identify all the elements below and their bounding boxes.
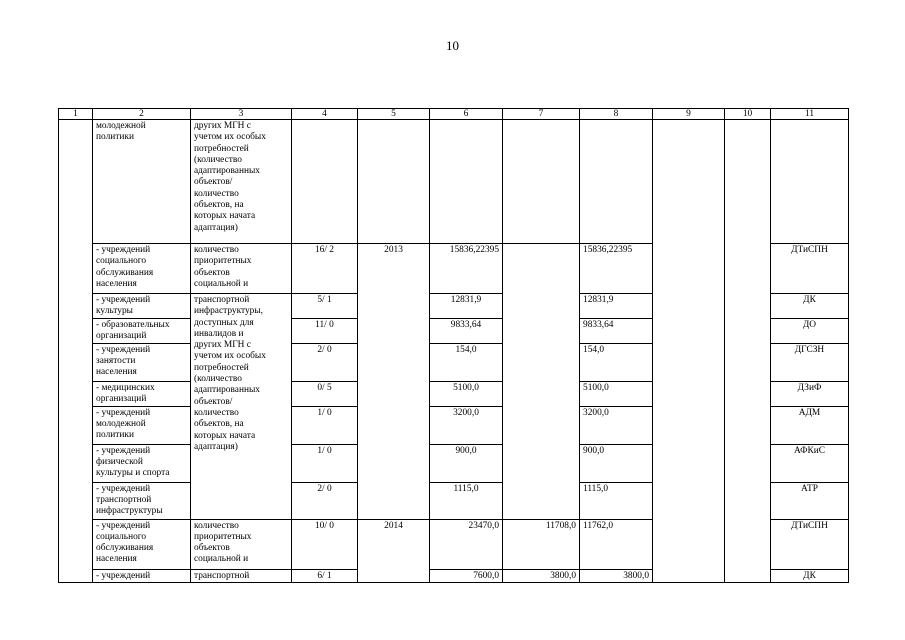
amount-total-cell: 3200,0 — [430, 406, 503, 444]
executor-cell: ДК — [771, 294, 849, 319]
indicator-cell: транспортной инфраструктуры, доступных для инвалидов и других МГН с учетом их особых потребностей (количество адаптированных объектов/ количество объектов, на которых начата адаптация) — [191, 294, 292, 520]
category-cell: - учреждений социального обслуживания населения — [93, 519, 191, 569]
amount-total-cell: 9833,64 — [430, 319, 503, 344]
amount-col8-cell: 5100,0 — [580, 381, 653, 406]
value-cell: 10/ 0 — [292, 519, 358, 569]
column-number: 10 — [725, 109, 771, 120]
category-cell: - медицинских организаций — [93, 381, 191, 406]
executor-cell: ДТиСПН — [771, 244, 849, 294]
amount-total-cell: 900,0 — [430, 444, 503, 482]
amount-total-cell: 15836,22395 — [430, 244, 503, 294]
column-number: 4 — [292, 109, 358, 120]
value-cell: 0/ 5 — [292, 381, 358, 406]
executor-cell: ДТиСПН — [771, 519, 849, 569]
value-cell: 16/ 2 — [292, 244, 358, 294]
category-cell: - учреждений культуры — [93, 294, 191, 319]
column-number: 7 — [503, 109, 580, 120]
amount-col8-cell: 3800,0 — [580, 569, 653, 582]
category-cell: - учреждений транспортной инфраструктуры — [93, 482, 191, 519]
amount-total-cell: 1115,0 — [430, 482, 503, 519]
column-number: 5 — [358, 109, 430, 120]
amount-col8-cell: 15836,22395 — [580, 244, 653, 294]
executor-cell: ДЗиФ — [771, 381, 849, 406]
value-cell: 5/ 1 — [292, 294, 358, 319]
amount-col8-cell — [580, 120, 653, 244]
executor-cell: ДГСЗН — [771, 343, 849, 381]
indicator-cell: других МГН с учетом их особых потребностей (количество адаптированных объектов/ количество объектов, на которых начата адаптация) — [191, 120, 292, 244]
amount-col7-cell — [503, 244, 580, 520]
category-cell: - учреждений социального обслуживания населения — [93, 244, 191, 294]
indicator-cell: количество приоритетных объектов социальной и — [191, 519, 292, 569]
column-number: 3 — [191, 109, 292, 120]
category-cell: - учреждений молодежной политики — [93, 406, 191, 444]
amount-col8-cell: 9833,64 — [580, 319, 653, 344]
value-cell: 2/ 0 — [292, 343, 358, 381]
category-cell: - учреждений занятости населения — [93, 343, 191, 381]
column-number: 2 — [93, 109, 191, 120]
table-row — [59, 120, 849, 244]
executor-cell: ДО — [771, 319, 849, 344]
column-header-row — [59, 109, 849, 120]
amount-col7-cell: 11708,0 — [503, 519, 580, 569]
amount-total-cell: 5100,0 — [430, 381, 503, 406]
category-cell: молодежной политики — [93, 120, 191, 244]
amount-total-cell: 154,0 — [430, 343, 503, 381]
value-cell: 11/ 0 — [292, 319, 358, 344]
year-cell — [358, 120, 430, 244]
amount-total-cell: 12831,9 — [430, 294, 503, 319]
row-number-cell — [59, 120, 93, 583]
year-cell: 2014 — [358, 519, 430, 582]
executor-cell: АТР — [771, 482, 849, 519]
value-cell: 6/ 1 — [292, 569, 358, 582]
value-cell: 1/ 0 — [292, 406, 358, 444]
amount-col8-cell: 154,0 — [580, 343, 653, 381]
category-cell: - учреждений — [93, 569, 191, 582]
amount-total-cell: 7600,0 — [430, 569, 503, 582]
column-number: 11 — [771, 109, 849, 120]
year-cell: 2013 — [358, 244, 430, 520]
amount-col8-cell: 3200,0 — [580, 406, 653, 444]
column-10-cell — [725, 120, 771, 583]
executor-cell — [771, 120, 849, 244]
column-number: 9 — [653, 109, 725, 120]
amount-col7-cell — [503, 120, 580, 244]
column-number: 8 — [580, 109, 653, 120]
value-cell: 1/ 0 — [292, 444, 358, 482]
category-cell: - учреждений физической культуры и спорта — [93, 444, 191, 482]
amount-col8-cell: 11762,0 — [580, 519, 653, 569]
amount-col8-cell: 12831,9 — [580, 294, 653, 319]
column-number: 6 — [430, 109, 503, 120]
executor-cell: ДК — [771, 569, 849, 582]
indicator-cell: транспортной — [191, 569, 292, 582]
amount-col7-cell: 3800,0 — [503, 569, 580, 582]
column-number: 1 — [59, 109, 93, 120]
executor-cell: АДМ — [771, 406, 849, 444]
amount-total-cell — [430, 120, 503, 244]
category-cell: - образовательных организаций — [93, 319, 191, 344]
value-cell: 2/ 0 — [292, 482, 358, 519]
executor-cell: АФКиС — [771, 444, 849, 482]
amount-col8-cell: 900,0 — [580, 444, 653, 482]
indicator-cell: количество приоритетных объектов социальной и — [191, 244, 292, 294]
value-cell — [292, 120, 358, 244]
amount-total-cell: 23470,0 — [430, 519, 503, 569]
column-9-cell — [653, 120, 725, 583]
page-number: 10 — [446, 38, 459, 53]
amount-col8-cell: 1115,0 — [580, 482, 653, 519]
program-table — [58, 108, 849, 583]
